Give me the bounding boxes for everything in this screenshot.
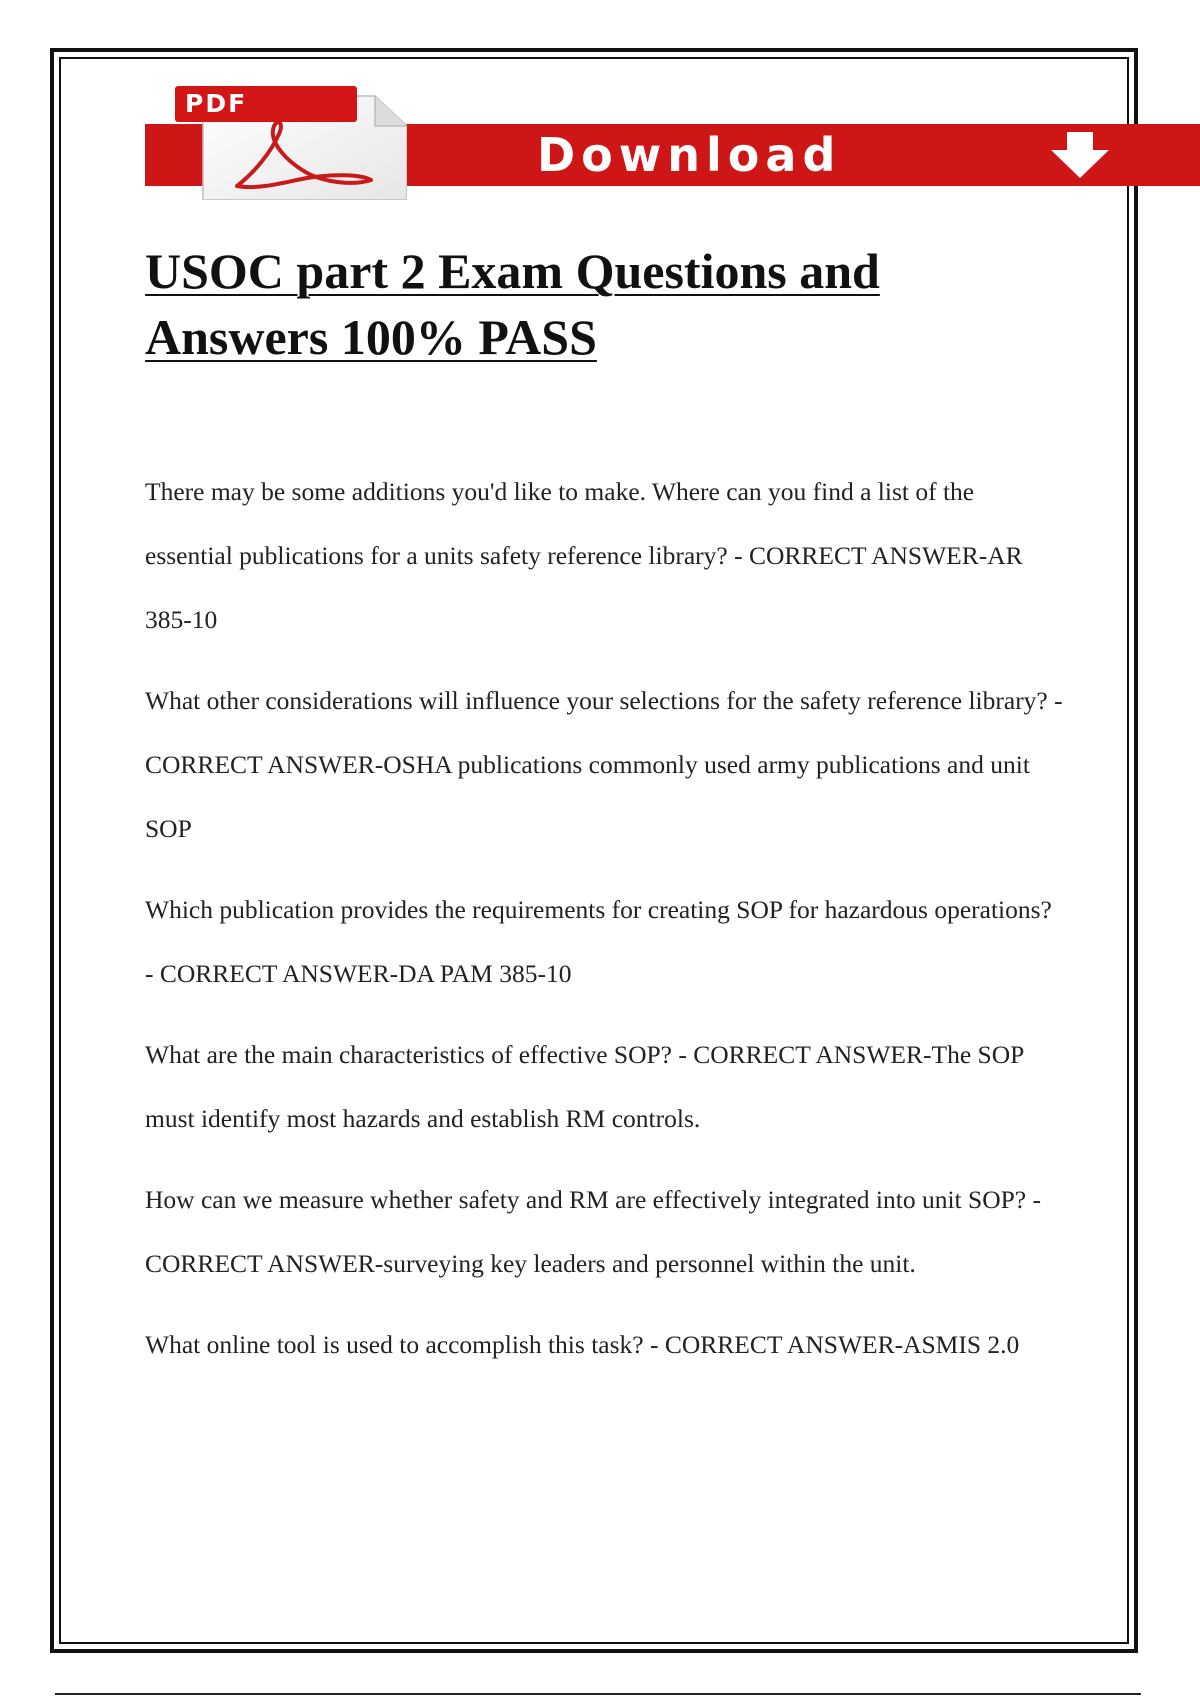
qa-item: Which publication provides the requirements for creating SOP for hazardous operations? - CORRECT ANSWER-DA PAM 385-10 (145, 895, 1052, 988)
document-title (145, 238, 1065, 370)
qa-list (145, 460, 1065, 1394)
bottom-divider (55, 1693, 1141, 1695)
pdf-document-icon (175, 82, 407, 200)
qa-item: How can we measure whether safety and RM are effectively integrated into unit SOP? - CORRECT ANSWER-surveying key leaders and personnel within the unit. (145, 1185, 1041, 1278)
download-arrow-icon[interactable] (1045, 130, 1115, 180)
qa-item: What other considerations will influence your selections for the safety reference library? - CORRECT ANSWER-OSHA publications commonly used army publications and unit SOP (145, 686, 1063, 843)
pdf-label: PDF (175, 86, 357, 122)
qa-item: What are the main characteristics of effective SOP? - CORRECT ANSWER-The SOP must identify most hazards and establish RM controls. (145, 1040, 1024, 1133)
qa-item: What online tool is used to accomplish this task? - CORRECT ANSWER-ASMIS 2.0 (145, 1330, 1020, 1359)
document-title-text: USOC part 2 Exam Questions and Answers 100% PASS (145, 243, 880, 365)
pdf-download-banner[interactable] (145, 80, 1200, 200)
download-label[interactable]: Download (537, 128, 842, 182)
qa-item: There may be some additions you'd like to make. Where can you find a list of the essential publications for a units safety reference library? - CORRECT ANSWER-AR 385-10 (145, 477, 1023, 634)
